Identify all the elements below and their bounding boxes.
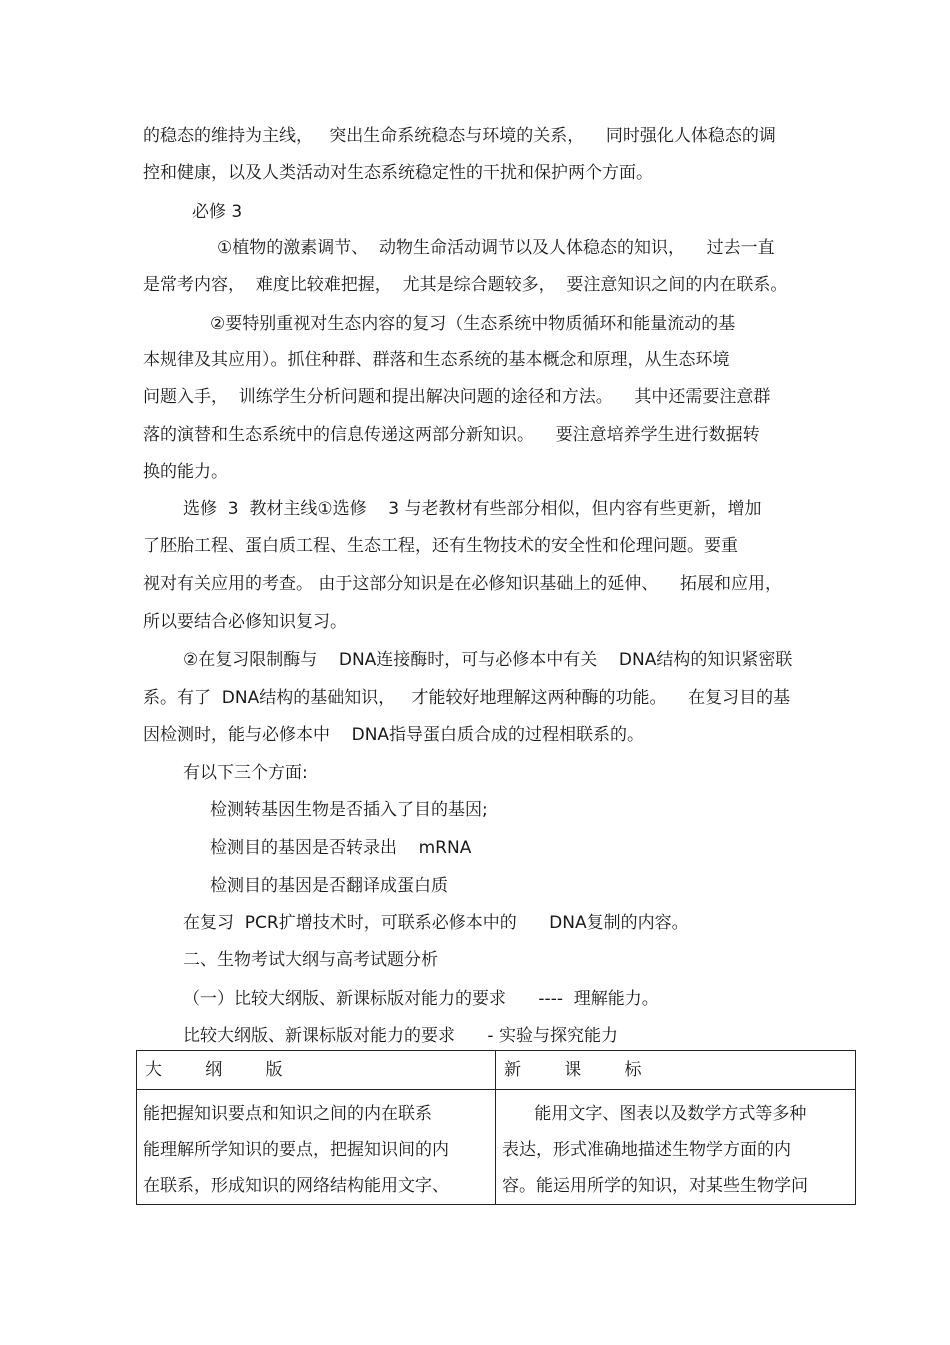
text-line: ①植物的激素调节、 动物生命活动调节以及人体稳态的知识， 过去一直 bbox=[217, 238, 775, 258]
list-item: 检测转基因生物是否插入了目的基因; bbox=[210, 800, 488, 820]
header-dagang: 大 纲 版 bbox=[145, 1060, 283, 1080]
table-header-row bbox=[137, 1051, 856, 1090]
header-xinkebiao: 新 课 标 bbox=[504, 1060, 642, 1080]
cell-text-line: 能用文字、图表以及数学方式等多种 bbox=[502, 1104, 807, 1124]
text-line: 控和健康，以及人类活动对生态系统稳定性的干扰和保护两个方面。 bbox=[143, 163, 653, 183]
text-line: 换的能力。 bbox=[143, 462, 228, 482]
table-cell bbox=[137, 1090, 496, 1205]
text-line: 是常考内容， 难度比较难把握， 尤其是综合题较多， 要注意知识之间的内在联系。 bbox=[143, 275, 788, 295]
comparison-table bbox=[136, 1050, 856, 1205]
cell-text-line: 表达，形式准确地描述生物学方面的内 bbox=[502, 1140, 791, 1160]
text-line: 了胚胎工程、蛋白质工程、生态工程，还有生物技术的安全性和伦理问题。要重 bbox=[143, 536, 738, 556]
text-line: 有以下三个方面: bbox=[183, 763, 308, 783]
text-line: 系。有了 DNA结构的基础知识， 才能较好地理解这两种酶的功能。 在复习目的基 bbox=[143, 688, 791, 708]
text-line: 问题入手， 训练学生分析问题和提出解决问题的途径和方法。 其中还需要注意群 bbox=[143, 387, 771, 407]
table-header-cell bbox=[496, 1051, 856, 1090]
table-row bbox=[137, 1090, 856, 1205]
text-line: 落的演替和生态系统中的信息传递这两部分新知识。 要注意培养学生进行数据转 bbox=[143, 425, 760, 445]
text-line: 所以要结合必修知识复习。 bbox=[143, 612, 347, 632]
cell-text-line: 容。能运用所学的知识，对某些生物学问 bbox=[502, 1176, 808, 1196]
table-header-cell bbox=[137, 1051, 496, 1090]
text-line: 选修 3 教材主线①选修 3 与老教材有些部分相似，但内容有些更新，增加 bbox=[183, 499, 762, 519]
cell-text-line: 能把握知识要点和知识之间的内在联系 bbox=[143, 1104, 432, 1124]
table-cell bbox=[496, 1090, 856, 1205]
section-heading: 二、生物考试大纲与高考试题分析 bbox=[183, 950, 438, 970]
cell-text-line: 能理解所学知识的要点，把握知识间的内 bbox=[143, 1140, 449, 1160]
text-line: ②在复习限制酶与 DNA连接酶时，可与必修本中有关 DNA结构的知识紧密联 bbox=[183, 650, 793, 670]
text-line: ②要特别重视对生态内容的复习（生态系统中物质循环和能量流动的基 bbox=[210, 314, 736, 334]
text-line: 在复习 PCR扩增技术时，可联系必修本中的 DNA复制的内容。 bbox=[183, 913, 689, 933]
subsection-heading: 比较大纲版、新课标版对能力的要求 - 实验与探究能力 bbox=[183, 1026, 618, 1046]
list-item: 检测目的基因是否转录出 mRNA bbox=[210, 838, 472, 858]
cell-text-line: 在联系，形成知识的网络结构能用文字、 bbox=[143, 1176, 449, 1196]
list-item: 检测目的基因是否翻译成蛋白质 bbox=[210, 876, 448, 896]
subsection-heading: （一）比较大纲版、新课标版对能力的要求 ---- 理解能力。 bbox=[183, 989, 659, 1009]
text-line: 因检测时，能与必修本中 DNA指导蛋白质合成的过程相联系的。 bbox=[143, 725, 645, 745]
text-line: 的稳态的维持为主线， 突出生命系统稳态与环境的关系， 同时强化人体稳态的调 bbox=[143, 126, 776, 146]
section-heading: 必修 3 bbox=[192, 202, 243, 222]
text-line: 视对有关应用的考查。 由于这部分知识是在必修知识基础上的延伸、 拓展和应用， bbox=[143, 574, 783, 594]
text-line: 本规律及其应用）。抓住种群、群落和生态系统的基本概念和原理，从生态环境 bbox=[143, 350, 730, 370]
